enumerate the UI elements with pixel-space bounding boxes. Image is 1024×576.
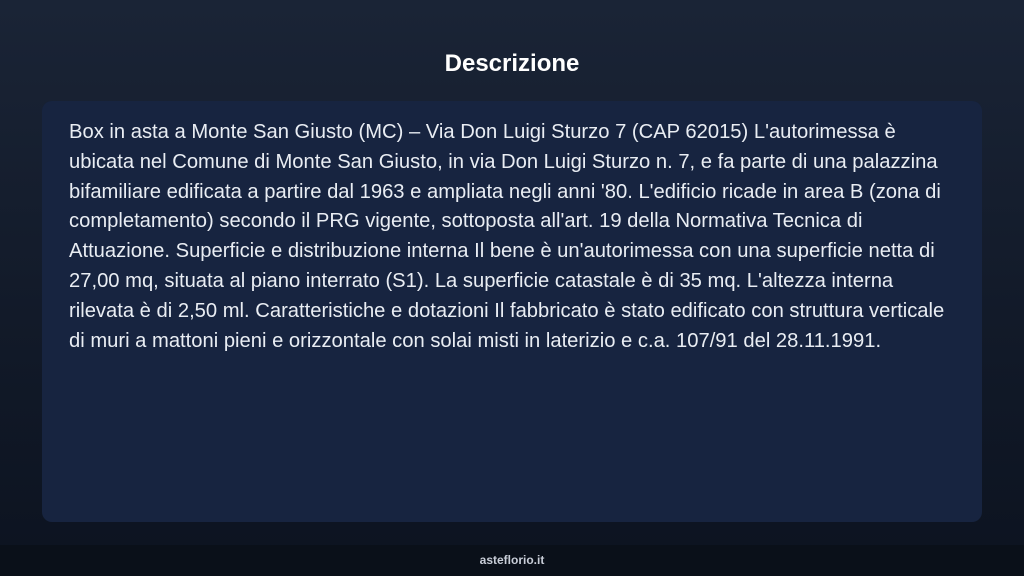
footer-bar: [0, 545, 1024, 576]
page-title: Descrizione: [444, 50, 580, 77]
description-card: [42, 101, 982, 522]
footer-brand: asteflorio.it: [479, 553, 545, 567]
description-text: Box in asta a Monte San Giusto (MC) – Via Don Luigi Sturzo 7 (CAP 62015) L'autorimessa è ubicata nel Comune di Monte San Giusto, in via Don Luigi Sturzo n. 7, e fa parte di una palazzina bifamiliare edificata a partire dal 1963 e ampliata negli anni '80. L'edificio ricade in area B (zona di completamento) secondo il PRG vigente, sottoposta all'art. 19 della Normativa Tecnica di Attuazione. Superficie e distribuzione interna Il bene è un'autorimessa con una superficie netta di 27,00 mq, situata al piano interrato (S1). La superficie catastale è di 35 mq. L'altezza interna rilevata è di 2,50 ml. Caratteristiche e dotazioni Il fabbricato è stato edificato con struttura verticale di muri a mattoni pieni e orizzontale con solai misti in laterizio e c.a. 107/91 del 28.11.1991.: [69, 121, 945, 352]
